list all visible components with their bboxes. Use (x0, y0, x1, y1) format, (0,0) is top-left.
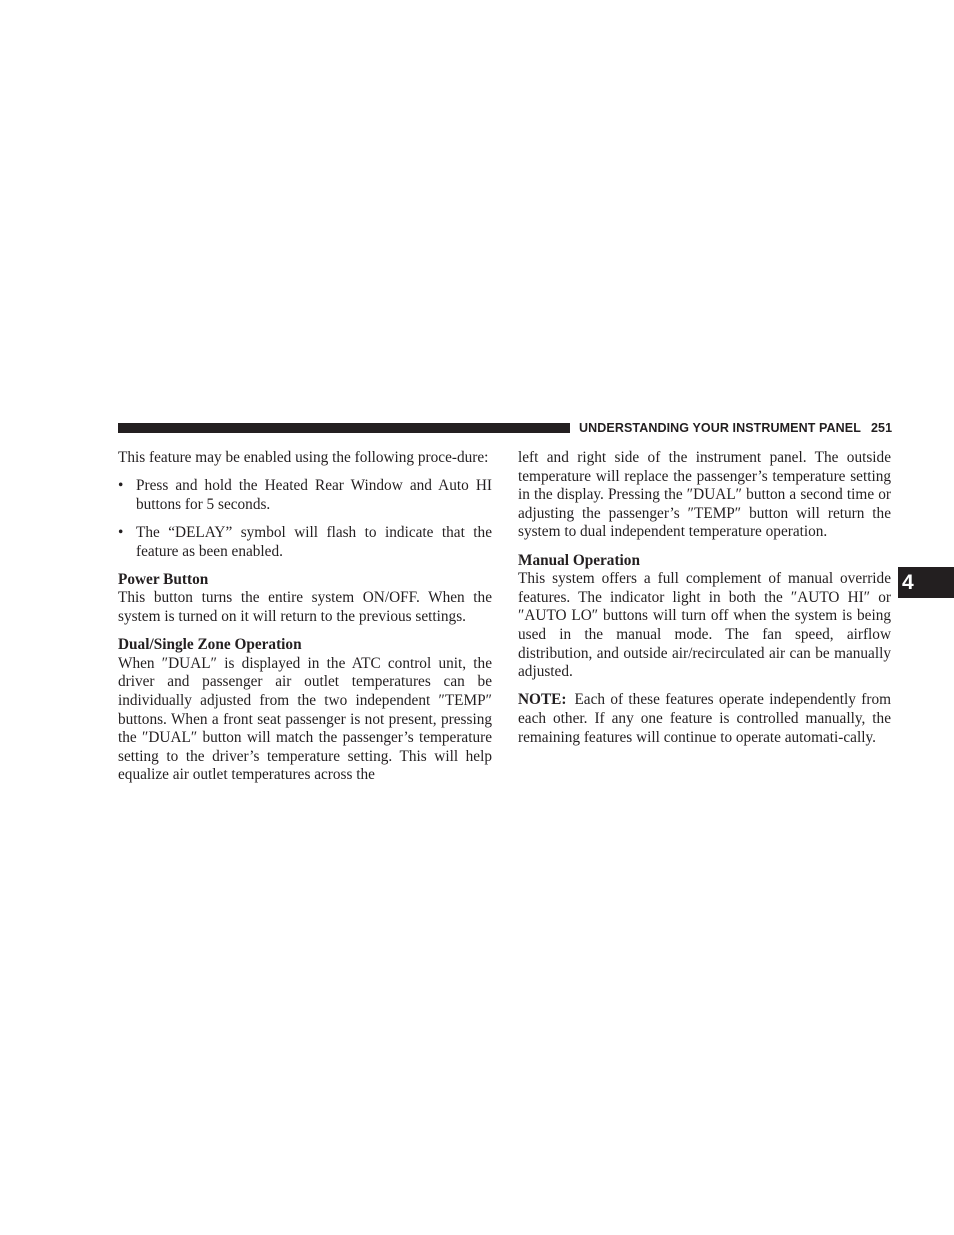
bullet-icon: • (118, 523, 124, 541)
bullet-icon: • (118, 477, 124, 495)
dual-zone-paragraph: When ″DUAL″ is displayed in the ATC control unit, the driver and passenger air outlet temperatures can be individually adjusted from the two independent ″TEMP″ buttons. When a front seat passenger is not present, pressing the ″DUAL″ button will match the passenger’s temperature setting to the driver’s temperature setting. This will help equalize air outlet temperatures across the (118, 654, 492, 784)
dual-zone-continuation: left and right side of the instrument panel. The outside temperature will replace the passenger’s temperature setting in the display. Pressing the ″DUAL″ button a second time or adjusting the passenger’s ″TEMP″ button will return the system to dual independent temperature operation. (518, 449, 891, 541)
list-item (118, 477, 492, 514)
manual-operation-paragraph: This system offers a full complement of manual override features. The indicator light in both the ″AUTO HI″ or ″AUTO LO″ buttons will turn off when the system is being used in the manual mode. The fan speed, airflow distribution, and outside air/recirculated air can be manually adjusted. (518, 570, 891, 681)
power-button-paragraph: This button turns the entire system ON/OFF. When the system is turned on it will return to the previous settings. (118, 589, 492, 625)
procedure-list (118, 477, 492, 561)
power-button-heading: Power Button (118, 570, 209, 588)
running-header (579, 420, 892, 436)
list-item-text: Press and hold the Heated Rear Window and Auto HI buttons for 5 seconds. (136, 477, 492, 513)
note-text: Each of these features operate independently from each other. If any one feature is controlled manually, the remaining features will continue to operate automati-cally. (518, 691, 891, 746)
dual-zone-heading: Dual/Single Zone Operation (118, 636, 302, 654)
right-column (518, 449, 891, 747)
header-rule (118, 423, 570, 433)
intro-paragraph: This feature may be enabled using the following proce-dure: (118, 449, 489, 466)
manual-operation-heading: Manual Operation (518, 551, 640, 569)
page-number: 251 (870, 421, 893, 435)
note-label: NOTE: (518, 691, 567, 709)
list-item (118, 524, 492, 561)
section-title: UNDERSTANDING YOUR INSTRUMENT PANEL (579, 421, 861, 435)
note-paragraph (518, 691, 891, 747)
chapter-tab: 4 (898, 567, 954, 598)
left-column (118, 449, 492, 785)
list-item-text: The “DELAY” symbol will flash to indicate that the feature as been enabled. (136, 523, 492, 560)
